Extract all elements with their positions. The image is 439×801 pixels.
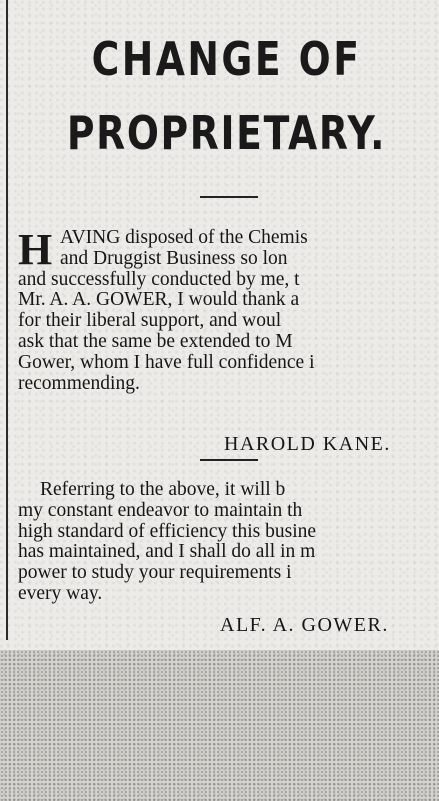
text-line: ask that the same be extended to M	[18, 330, 293, 352]
notice-paragraph-2	[18, 480, 316, 605]
text-line: my constant endeavor to maintain th	[18, 499, 303, 521]
signature-alf-gower: ALF. A. GOWER.	[220, 614, 389, 636]
column-rule	[6, 0, 8, 640]
section-divider	[200, 196, 258, 198]
text-line: every way.	[18, 582, 103, 604]
text-line: AVING disposed of the Chemis	[60, 227, 308, 248]
text-line: recommending.	[18, 372, 140, 394]
headline-line-1: CHANGE OF	[91, 32, 362, 86]
text-line: and Druggist Business so lon	[60, 247, 288, 269]
text-line: has maintained, and I shall do all in m	[18, 541, 316, 563]
paper-grain-area	[0, 650, 439, 801]
drop-cap: H	[18, 225, 53, 274]
text-line: high standard of efficiency this busine	[18, 520, 317, 542]
section-divider	[200, 459, 258, 461]
text-line: power to study your requirements i	[18, 562, 292, 584]
headline-line-2: PROPRIETARY.	[66, 106, 387, 160]
text-line: Referring to the above, it will b	[40, 479, 286, 500]
text-line: for their liberal support, and woul	[18, 310, 282, 332]
text-line: Gower, whom I have full confidence i	[18, 351, 315, 373]
text-line: Mr. A. A. GOWER, I would thank a	[18, 289, 300, 311]
text-line: and successfully conducted by me, t	[18, 268, 300, 290]
notice-paragraph-1	[18, 225, 315, 394]
signature-harold-kane: HAROLD KANE.	[224, 433, 391, 455]
